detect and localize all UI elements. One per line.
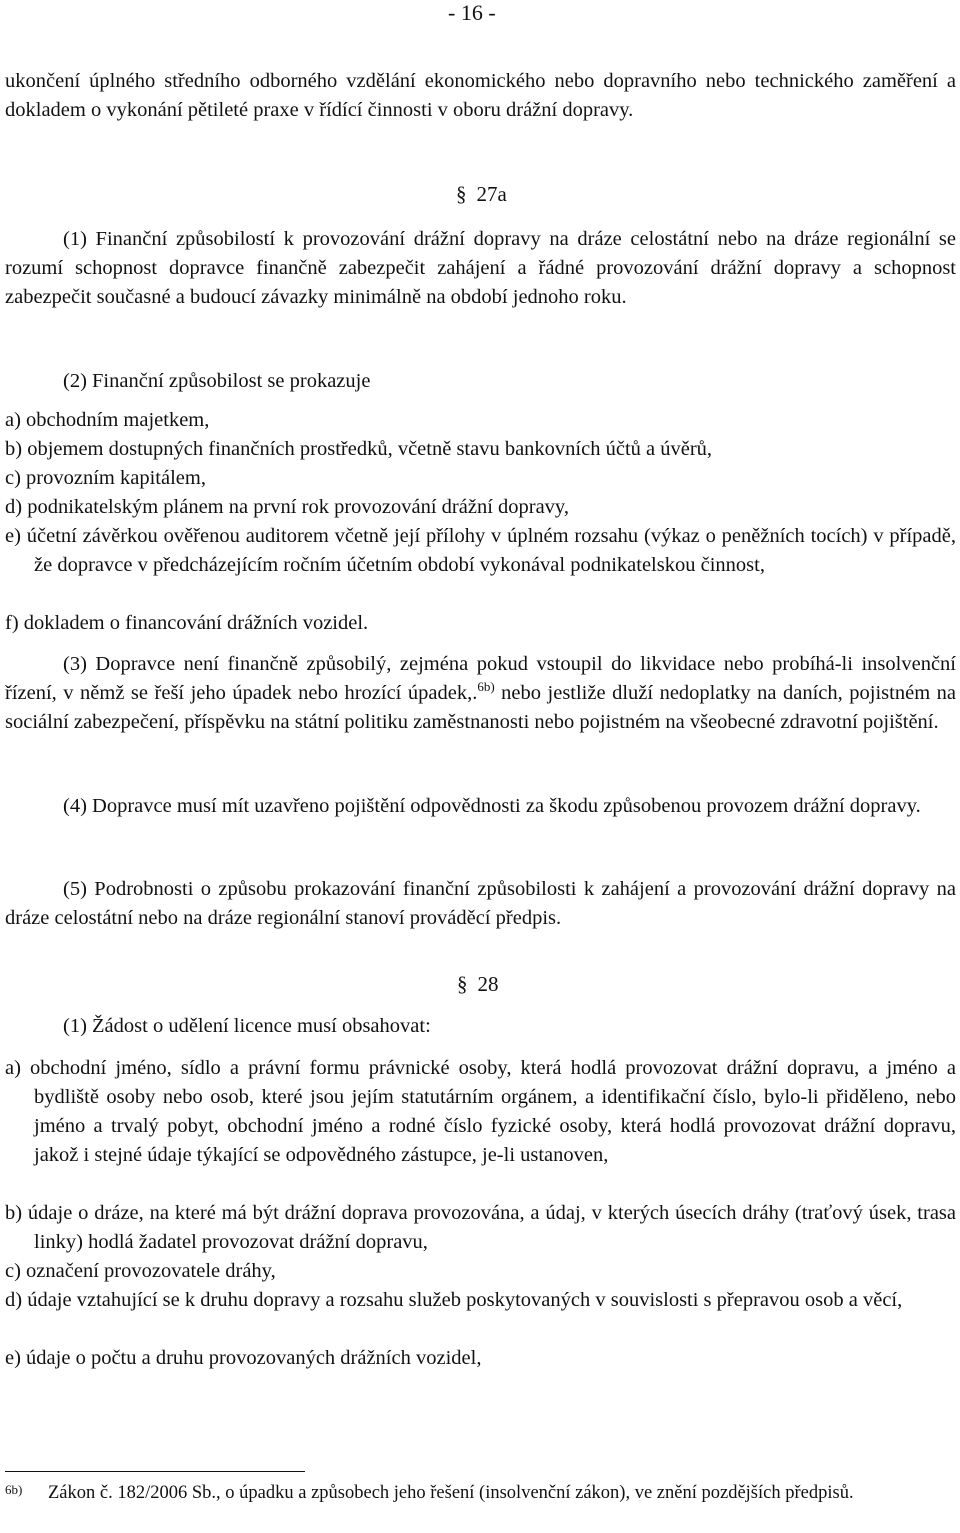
section-27a-paragraph-4: (4) Dopravce musí mít uzavřeno pojištění odpovědnosti za škodu způsobenou provozem drážní dopravy.	[63, 795, 921, 817]
list-item: a) obchodním majetkem,	[5, 409, 210, 431]
list-item: e) údaje o počtu a druhu provozovaných drážních vozidel,	[5, 1347, 482, 1369]
list-item: c) označení provozovatele dráhy,	[5, 1260, 276, 1282]
intro-paragraph: ukončení úplného středního odborného vzdělání ekonomického nebo dopravního nebo technického zaměření a dokladem o vykonání pětileté praxe v řídící činnosti v oboru drážní dopravy.	[5, 70, 956, 121]
footnote-reference: 6b)	[477, 679, 495, 694]
list-item: c) provozním kapitálem,	[5, 467, 206, 489]
list-item: d) podnikatelským plánem na první rok provozování drážní dopravy,	[5, 496, 569, 518]
section-28-paragraph-1-intro: (1) Žádost o udělení licence musí obsahovat:	[63, 1015, 431, 1037]
section-symbol: §	[457, 972, 468, 996]
section-27a-paragraph-1: (1) Finanční způsobilostí k provozování drážní dopravy na dráze celostátní nebo na dráze regionální se rozumí schopnost dopravce finančně zabezpečit zahájení a řádné provozování drážní dopravy a schopnost zabezpečit současné a budoucí závazky minimálně na období jednoho roku.	[5, 228, 956, 308]
list-item: b) objemem dostupných finančních prostředků, včetně stavu bankovních účtů a úvěrů,	[5, 438, 713, 460]
section-heading-27a	[456, 182, 507, 207]
section-heading-28	[457, 972, 499, 997]
section-symbol: §	[456, 182, 467, 206]
list-item: d) údaje vztahující se k druhu dopravy a rozsahu služeb poskytovaných v souvislosti s přepravou osob a věcí,	[5, 1289, 903, 1311]
section-number: 27a	[476, 182, 507, 206]
footnote-divider	[5, 1471, 305, 1472]
list-item: b) údaje o dráze, na které má být drážní doprava provozována, a údaj, v kterých úsecích dráhy (traťový úsek, trasa linky) hodlá žadatel provozovat drážní dopravu,	[5, 1202, 956, 1253]
list-item: a) obchodní jméno, sídlo a právní formu právnické osoby, která hodlá provozovat drážní dopravu, a jméno a bydliště osoby nebo osob, které jsou jejím statutárním orgánem, a identifikační číslo, bylo-li přiděleno, nebo jméno a trvalý pobyt, obchodní jméno a rodné číslo fyzické osoby, která hodlá provozovat drážní dopravu, jakož i stejné údaje týkající se odpovědného zástupce, je-li ustanoven,	[5, 1057, 956, 1166]
footnote-text: Zákon č. 182/2006 Sb., o úpadku a způsobech jeho řešení (insolvenční zákon), ve znění pozdějších předpisů.	[48, 1483, 854, 1503]
footnote-mark: 6b)	[5, 1482, 23, 1497]
section-number: 28	[477, 972, 499, 996]
section-27a-paragraph-5: (5) Podrobnosti o způsobu prokazování finanční způsobilosti k zahájení a provozování drážní dopravy na dráze celostátní nebo na dráze regionální stanoví prováděcí předpis.	[5, 878, 956, 929]
section-27a-paragraph-3: (3) Dopravce není finančně způsobilý, zejména pokud vstoupil do likvidace nebo probíhá-li insolvenční řízení, v němž se řeší jeho úpadek nebo hrozící úpadek,.$^{6b)}$ nebo jestliže dluží nedoplatky na daních, pojistném na sociální zabezpečení, příspěvku na státní politiku zaměstnanosti nebo pojistném na všeobecné zdravotní pojištění.	[5, 653, 956, 733]
page-number: - 16 -	[448, 0, 496, 25]
list-item: e) účetní závěrkou ověřenou auditorem včetně její přílohy v úplném rozsahu (výkaz o peněžních tocích) v případě, že dopravce v předcházejícím ročním účetním období vykonával podnikatelskou činnost,	[5, 525, 956, 576]
list-item: f) dokladem o financování drážních vozidel.	[5, 612, 369, 634]
section-27a-paragraph-2-intro: (2) Finanční způsobilost se prokazuje	[63, 370, 371, 392]
